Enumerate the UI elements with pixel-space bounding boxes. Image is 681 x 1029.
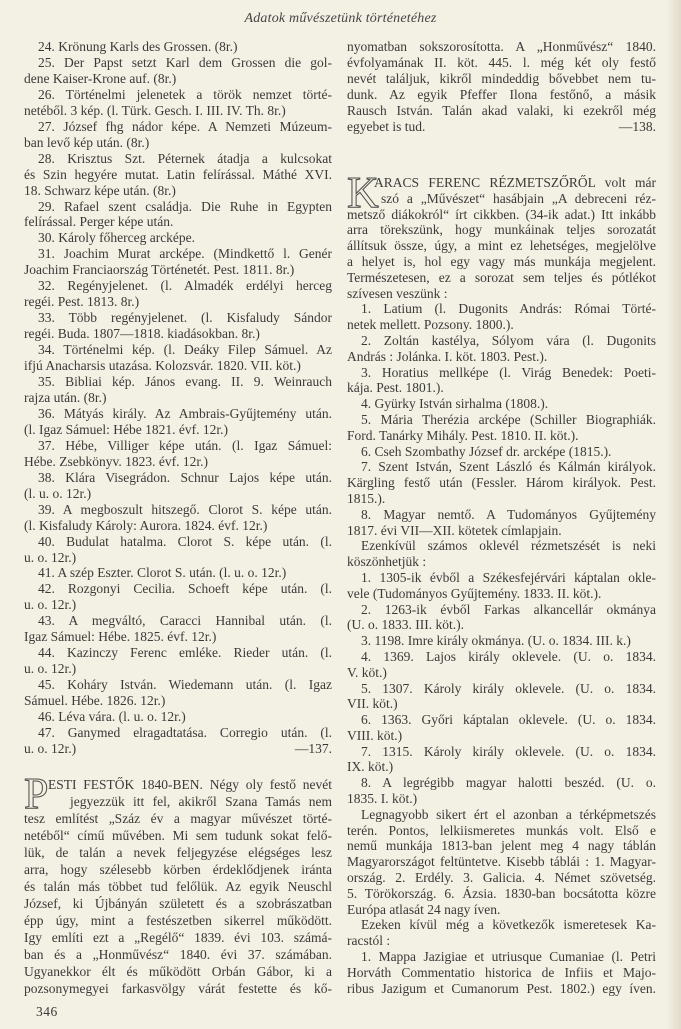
text-line (24, 844, 332, 861)
line-text: 4. 1369. Lajos király oklevele. (U. o. 1834. (361, 648, 656, 664)
text-line (347, 570, 656, 586)
text-line (24, 358, 332, 374)
line-text: 25. Der Papst setzt Karl dem Grossen die gol- (38, 54, 332, 70)
line-text: 36. Mátyás király. Az Ambrais-Gyűjtemény után. (38, 405, 332, 421)
paragraph (347, 444, 656, 460)
text-line (24, 119, 332, 135)
text-line (24, 135, 332, 151)
line-text: VII. köt.) (347, 696, 398, 712)
text-line (347, 807, 656, 823)
line-text: 40. Budulat hatalma. Clorot S. képe után. (l. (38, 533, 332, 549)
text-line (24, 980, 332, 997)
page-number: 346 (36, 1004, 58, 1019)
paragraph (347, 396, 656, 412)
text-line (24, 912, 332, 929)
paragraph (347, 681, 656, 713)
paragraph (347, 507, 656, 539)
text-line (347, 981, 656, 997)
paragraph (347, 649, 656, 681)
line-text: u. o. 12r.) (24, 740, 77, 756)
line-text: 5. 1307. Károly király oklevele. (U. o. 1834. (361, 680, 656, 696)
line-text: arra törekszünk, hogy munkáinak teljes sorozatát (347, 222, 656, 238)
text-line (347, 71, 656, 87)
text-line (24, 151, 332, 167)
line-text: Kärgling festő után (Fessler. Három királyok. Pest. (347, 475, 656, 491)
text-line (24, 827, 332, 844)
line-text: 7. Szent István, Szent László és Kálmán királyok. (361, 459, 656, 475)
text-line (347, 428, 656, 444)
text-line (347, 933, 656, 949)
text-line (347, 775, 656, 791)
paragraph (347, 807, 656, 918)
text-line (24, 693, 332, 709)
text-line (347, 791, 656, 807)
text-line (347, 412, 656, 428)
line-text: 35. Bibliai kép. János evang. II. 9. Weinrauch (38, 374, 332, 390)
line-text: ribus Jazigum et Cumanorum Pest. 1802.) egy íven. (347, 980, 656, 996)
line-text: 1835. I. köt.) (347, 791, 418, 807)
text-line (24, 878, 332, 895)
line-text: 37. Hébe, Villiger képe után. (l. Igaz Sámuel: (38, 437, 332, 453)
line-text: rajza után. (8r.) (24, 389, 107, 405)
paragraph (24, 310, 332, 342)
paragraph (24, 502, 332, 534)
line-text: u. o. 12r.) (24, 549, 77, 565)
text-line (347, 538, 656, 554)
text-line (24, 103, 332, 119)
text-line (347, 665, 656, 681)
text-line (24, 776, 332, 793)
text-line (347, 191, 656, 207)
line-text: 45. Koháry István. Wiedemann után. (l. Igaz (38, 677, 332, 693)
paragraph (24, 470, 332, 502)
paragraph (347, 333, 656, 365)
line-text: 1. Mappa Jazigiae et utriusque Cumaniae (l. Petri (361, 949, 656, 965)
paragraph (24, 709, 332, 725)
paragraph (24, 565, 332, 581)
line-text: Hébe. Zsebkönyv. 1823. évf. 12r.) (24, 453, 208, 469)
paragraph (24, 677, 332, 709)
line-text: Igaz Sámuel: Hébe. 1825. évf. 12r.) (24, 629, 217, 645)
line-text: 42. Rozgonyi Cecilia. Schoeft képe után. (l. (38, 581, 332, 597)
text-line (24, 87, 332, 103)
text-line (24, 183, 332, 199)
line-text: 30. Károly főherceg arcképe. (38, 230, 196, 246)
line-text: szó a „Művészet“ hasábjain „A debreceni réz- (381, 190, 656, 206)
text-line (347, 491, 656, 507)
line-text: és Szin hegyére mutat. Latin felírással. Máthé XVI. (24, 166, 332, 182)
line-text: 4. Gyürky István sirhalma (1808.). (361, 396, 549, 412)
text-line (347, 55, 656, 71)
line-text: 29. Rafael szent családja. Die Ruhe in Egypten (38, 198, 332, 214)
line-text: 3. 1198. Imre király okmánya. (U. o. 1834. III. k.) (361, 633, 631, 649)
paragraph (347, 365, 656, 397)
text-line (24, 310, 332, 326)
paragraph (24, 645, 332, 677)
text-line (24, 793, 332, 810)
text-line (347, 523, 656, 539)
paragraph (347, 168, 656, 301)
running-header: Adatok művészetünk történetéhez (244, 11, 437, 26)
paragraph (24, 39, 332, 55)
line-text: 32. Regényjelenet. (l. Almadék erdélyi herceg (38, 278, 332, 294)
paragraph (24, 725, 332, 757)
text-line (347, 823, 656, 839)
line-text: 2. Zoltán kastélya, Sólyom vára (l. Dugonits (361, 332, 656, 348)
text-line (24, 861, 332, 878)
text-line (347, 380, 656, 396)
text-line (347, 39, 656, 55)
item-signature: —137. (294, 740, 332, 756)
text-line (347, 838, 656, 854)
line-text: András : Jolánka. I. köt. 1803. Pest.). (347, 348, 548, 364)
text-line (347, 602, 656, 618)
text-line (24, 246, 332, 262)
line-text: VIII. köt.) (347, 727, 403, 743)
line-text: 31. Joachim Murat arcképe. (Mindkettő l. Genér (38, 246, 332, 262)
line-text: regéi. Buda. 1807—1818. kiadásokban. 8r.) (24, 326, 260, 342)
paragraph (347, 949, 656, 996)
line-text: 43. A megváltó, Caracci Hannibal után. (l. (38, 613, 332, 629)
text-line (24, 550, 332, 566)
drop-cap: K (347, 168, 379, 217)
text-line (24, 946, 332, 963)
paragraph (24, 342, 332, 374)
text-line (24, 230, 332, 246)
text-line (24, 895, 332, 912)
line-text: köszönhetjük : (347, 554, 427, 570)
text-line (24, 454, 332, 470)
paragraph (24, 438, 332, 470)
line-text: 46. Léva vára. (l. u. o. 12r.) (38, 709, 186, 725)
paragraph (24, 55, 332, 87)
line-text: regéi. Pest. 1813. 8r.) (24, 294, 140, 310)
text-line (24, 661, 332, 677)
line-text: 8. Magyar nemtő. A Tudományos Gyűjtemény (361, 506, 656, 522)
text-line (24, 438, 332, 454)
text-line (347, 617, 656, 633)
line-text: terén. Pontos, lelkiismeretes munkás volt. Első e (347, 822, 656, 838)
line-text: Sámuel. Hébe. 1826. 12r.) (24, 693, 166, 709)
paragraph (24, 613, 332, 645)
text-line (347, 87, 656, 103)
text-line (347, 744, 656, 760)
text-line (24, 597, 332, 613)
text-line (24, 502, 332, 518)
line-text: Ezeken kívül még a következők ismeretesek Ka- (361, 917, 656, 933)
text-line (24, 518, 332, 534)
drop-cap: P (24, 769, 49, 818)
line-text: 24. Krönung Karls des Grossen. (8r.) (38, 39, 238, 54)
text-line (24, 486, 332, 502)
line-text: lük, de talán a nevek feljegyzése elégséges lesz (24, 845, 332, 860)
paragraph (347, 301, 656, 333)
line-text: 2. 1263-ik évből Farkas alkancellár okmánya (361, 601, 656, 617)
text-line (347, 222, 656, 238)
line-text: és talán más többet tud felőlük. Az egyik Neuschl (24, 879, 332, 894)
line-text: 39. A megboszult hitszegő. Clorot S. képe után. (38, 501, 332, 517)
text-line (347, 728, 656, 744)
text-line (347, 886, 656, 902)
text-line (347, 459, 656, 475)
text-line (24, 278, 332, 294)
text-line (347, 712, 656, 728)
line-text: netéből“ című művében. Mi sem tudunk sokat felő- (24, 828, 332, 843)
text-line (24, 262, 332, 278)
line-text: 26. Történelmi jelenetek a török nemzet törté- (38, 86, 332, 102)
text-line (347, 301, 656, 317)
text-line (347, 759, 656, 775)
line-text: épp úgy, mint a festészetben sikerrel működött. (24, 913, 332, 928)
text-line (24, 55, 332, 71)
text-line (347, 681, 656, 697)
text-line (347, 119, 656, 135)
paragraph (24, 278, 332, 310)
line-text: vele (Tudományos Gyűjtemény. 1833. II. köt.). (347, 585, 602, 601)
text-line (24, 71, 332, 87)
karacs-article (347, 168, 656, 996)
text-line (24, 39, 332, 55)
paragraph (24, 246, 332, 278)
line-text: V. köt.) (347, 664, 387, 680)
line-text: Ugyanekkor élt és működött Orbán Gábor, ki a (24, 964, 332, 979)
text-line (24, 709, 332, 725)
paragraph (24, 199, 332, 231)
line-text: 33. Több regényjelenet. (l. Kisfaludy Sándor (38, 310, 332, 326)
paragraph (24, 87, 332, 119)
paragraph (347, 775, 656, 807)
line-text: 38. Klára Visegrádon. Schnur Lajos képe után. (38, 469, 332, 485)
line-text: IX. köt.) (347, 759, 394, 775)
text-line (24, 581, 332, 597)
line-text: ESTI FESTŐK 1840-BEN. Négy oly festő nevét (48, 777, 332, 792)
text-line (24, 645, 332, 661)
text-line (24, 167, 332, 183)
text-line (24, 963, 332, 980)
text-line (24, 374, 332, 390)
paragraph (347, 917, 656, 949)
paragraph (24, 151, 332, 199)
line-text: 27. József fhg nádor képe. A Nemzeti Múzeum- (38, 118, 332, 134)
line-text: ifjú Anacharsis utazása. Kolozsvár. 1820. VII. köt.) (24, 358, 301, 374)
line-text: 5. Törökország. 6. Ázsia. 1830-ban bocsátotta közre (347, 885, 656, 901)
text-line (347, 286, 656, 302)
line-text: nyomatban sokszorosította. A „Honművész“ 1840. (347, 39, 656, 54)
paragraph (24, 769, 332, 997)
text-line (347, 917, 656, 933)
line-text: u. o. 12r.) (24, 597, 77, 613)
line-text: ARACS FERENC RÉZMETSZŐRŐL volt már (374, 175, 656, 190)
line-text: 6. 1363. Győri káptalan oklevele. (U. o. 1834. (361, 712, 656, 728)
line-text: Joachim Franciaország Történetét. Pest. 1811. 8r.) (24, 262, 295, 278)
line-text: ban levő kép után. (8r.) (24, 134, 150, 150)
line-text: felírással. Perger képe után. (24, 214, 174, 230)
paragraph (24, 230, 332, 246)
text-line (347, 965, 656, 981)
text-line (347, 475, 656, 491)
line-text: 1815.). (347, 490, 386, 506)
line-text: egyebet is tud. (347, 119, 426, 134)
line-text: racstól : (347, 933, 391, 949)
line-text: állítsuk össze, úgy, a mint ez lehetséges, megjelölve (347, 238, 656, 254)
paragraph (24, 406, 332, 438)
line-text: (U. o. 1833. III. köt.). (347, 617, 464, 633)
paragraph (24, 374, 332, 406)
line-text: Ford. Tanárky Mihály. Pest. 1810. II. köt.). (347, 427, 579, 443)
text-line (24, 565, 332, 581)
paragraph (347, 459, 656, 506)
line-text: 34. Történelmi kép. (l. Deáky Filep Sámuel. Az (38, 342, 332, 358)
line-text: Horváth Commentatio historica de Infiis et Majo- (347, 964, 656, 980)
text-line (24, 342, 332, 358)
text-line (347, 103, 656, 119)
line-text: 3. Horatius mellképe (l. Virág Benedek: Poeti- (361, 364, 656, 380)
line-text: 28. Krisztus Szt. Péternek átadja a kulcsokat (38, 150, 332, 166)
line-text: 5. Mária Therézia arcképe (Schiller Biographiák. (361, 411, 656, 427)
text-line (347, 270, 656, 286)
line-text: Természetesen, ez a sorozat sem teljes és pótlékot (347, 269, 656, 285)
paragraph (24, 534, 332, 566)
line-text: Rausch István. Talán akad valaki, ki ezekről még (347, 103, 656, 118)
line-text: nevét találjuk, kikről mindeddig bővebbet nem tu- (347, 71, 656, 86)
line-text: 18. Schwarz képe után. (8r.) (24, 182, 176, 198)
text-line (347, 586, 656, 602)
line-text: ban és a „Honművész“ 1840. évi 37. számában. (24, 947, 332, 962)
text-line (24, 613, 332, 629)
line-text: (l. u. o. 12r.) (24, 485, 92, 501)
text-line (24, 677, 332, 693)
text-line (24, 214, 332, 230)
text-line (347, 696, 656, 712)
paragraph (347, 538, 656, 570)
text-line (347, 207, 656, 223)
line-text: 7. 1315. Károly király oklevele. (U. o. 1834. (361, 743, 656, 759)
text-line (347, 854, 656, 870)
paragraph (347, 633, 656, 649)
item-signature: —138. (618, 119, 656, 134)
text-line (347, 396, 656, 412)
line-text: József, ki Újbányán született és a szobrászatban (24, 896, 332, 911)
line-text: 1. Latium (l. Dugonits András: Római Törté- (361, 301, 656, 317)
line-text: arra, hogy szélesebb körben érdeklődjenek iránta (24, 862, 332, 877)
page-edge-shadow (667, 0, 681, 1029)
pesti-article (24, 769, 332, 997)
text-line (347, 554, 656, 570)
line-text: 44. Kazinczy Ferenc emléke. Rieder után. (l. (38, 645, 332, 661)
line-text: Magyarországot feltüntetve. Kisebb táblái : 1. Magyar- (347, 854, 656, 870)
line-text: 8. A legrégibb magyar halotti beszéd. (U. o. (361, 775, 656, 791)
line-text: pozsonymegyei farkasvölgy várát festette és kő- (24, 981, 332, 996)
line-text: dene Kaiser-Krone auf. (8r.) (24, 70, 177, 86)
text-line (24, 406, 332, 422)
text-line (24, 810, 332, 827)
text-line (347, 317, 656, 333)
text-line (347, 902, 656, 918)
paragraph (347, 570, 656, 602)
text-line (24, 294, 332, 310)
line-text: 1817. évi VII—XII. kötetek címlapjain. (347, 522, 562, 538)
text-line (347, 365, 656, 381)
left-list-block (24, 39, 332, 757)
text-line (347, 649, 656, 665)
text-line (24, 326, 332, 342)
paragraph (347, 712, 656, 744)
text-line (24, 929, 332, 946)
line-text: 41. A szép Eszter. Clorot S. után. (l. u. o. 12r.) (38, 565, 287, 581)
line-text: nemű munkája 1813-ban jelent meg 4 nagy táblán (347, 838, 656, 854)
line-text: ország. 2. Erdély. 3. Galicia. 4. Német szövetség. (347, 870, 656, 886)
line-text: dunk. Az egyik Pfeffer Ilona festőnő, a másik (347, 87, 656, 102)
paragraph (347, 744, 656, 776)
line-text: Igy említi ezt a „Regélő“ 1839. évi 103. számá- (24, 930, 332, 945)
line-text: u. o. 12r.) (24, 661, 77, 677)
line-text: Ezenkívül számos oklevél rézmetszését is neki (361, 538, 656, 554)
line-text: Európa atlasát 24 nagy íven. (347, 901, 501, 917)
text-line (347, 949, 656, 965)
line-text: 47. Ganymed elragadtatása. Corregio után. (l. (38, 724, 332, 740)
text-line (24, 741, 332, 757)
line-text: metsző diákokról“ írt cikkben. (34-ik adat.) Itt inkább (347, 206, 656, 222)
text-line (24, 470, 332, 486)
paragraph (24, 119, 332, 151)
text-line (347, 870, 656, 886)
text-line (347, 175, 656, 191)
line-text: (l. Kisfaludy Károly: Aurora. 1824. évf. 12r.) (24, 517, 268, 533)
line-text: évfolyamának II. köt. 445. l. még két oly festő (347, 55, 656, 70)
text-line (347, 349, 656, 365)
line-text: netéből. 3 kép. (l. Türk. Gesch. I. III. IV. Th. 8r.) (24, 102, 286, 118)
line-text: 6. Cseh Szombathy József dr. arcképe (1815.). (361, 443, 612, 459)
paragraph (24, 581, 332, 613)
text-line (347, 444, 656, 460)
text-line (24, 390, 332, 406)
paragraph (347, 602, 656, 634)
text-line (24, 725, 332, 741)
paragraph (347, 412, 656, 444)
text-line (347, 238, 656, 254)
text-line (347, 633, 656, 649)
line-text: a helyet is, hol egy vagy más munkája megjelent. (347, 253, 656, 269)
line-text: netek mellett. Pozsony. 1800.). (347, 317, 514, 333)
paragraph (347, 39, 656, 135)
line-text: (l. Igaz Sámuel: Hébe 1821. évf. 12r.) (24, 421, 228, 437)
text-line (24, 534, 332, 550)
right-continuation-block (347, 39, 656, 135)
line-text: Legnagyobb sikert ért el azonban a térképmetszés (361, 806, 656, 822)
line-text: jegyezzük itt fel, akikről Szana Tamás nem (70, 794, 332, 809)
text-line (347, 333, 656, 349)
text-line (347, 254, 656, 270)
line-text: tesz említést „Száz év a magyar művészet törté- (24, 811, 332, 826)
text-line (24, 629, 332, 645)
line-text: 1. 1305-ik évből a Székesfejérvári káptalan okle- (361, 569, 656, 585)
text-line (347, 507, 656, 523)
text-line (24, 422, 332, 438)
text-line (24, 199, 332, 215)
line-text: kája. Pest. 1801.). (347, 380, 444, 396)
line-text: szívesen veszünk : (347, 285, 448, 301)
